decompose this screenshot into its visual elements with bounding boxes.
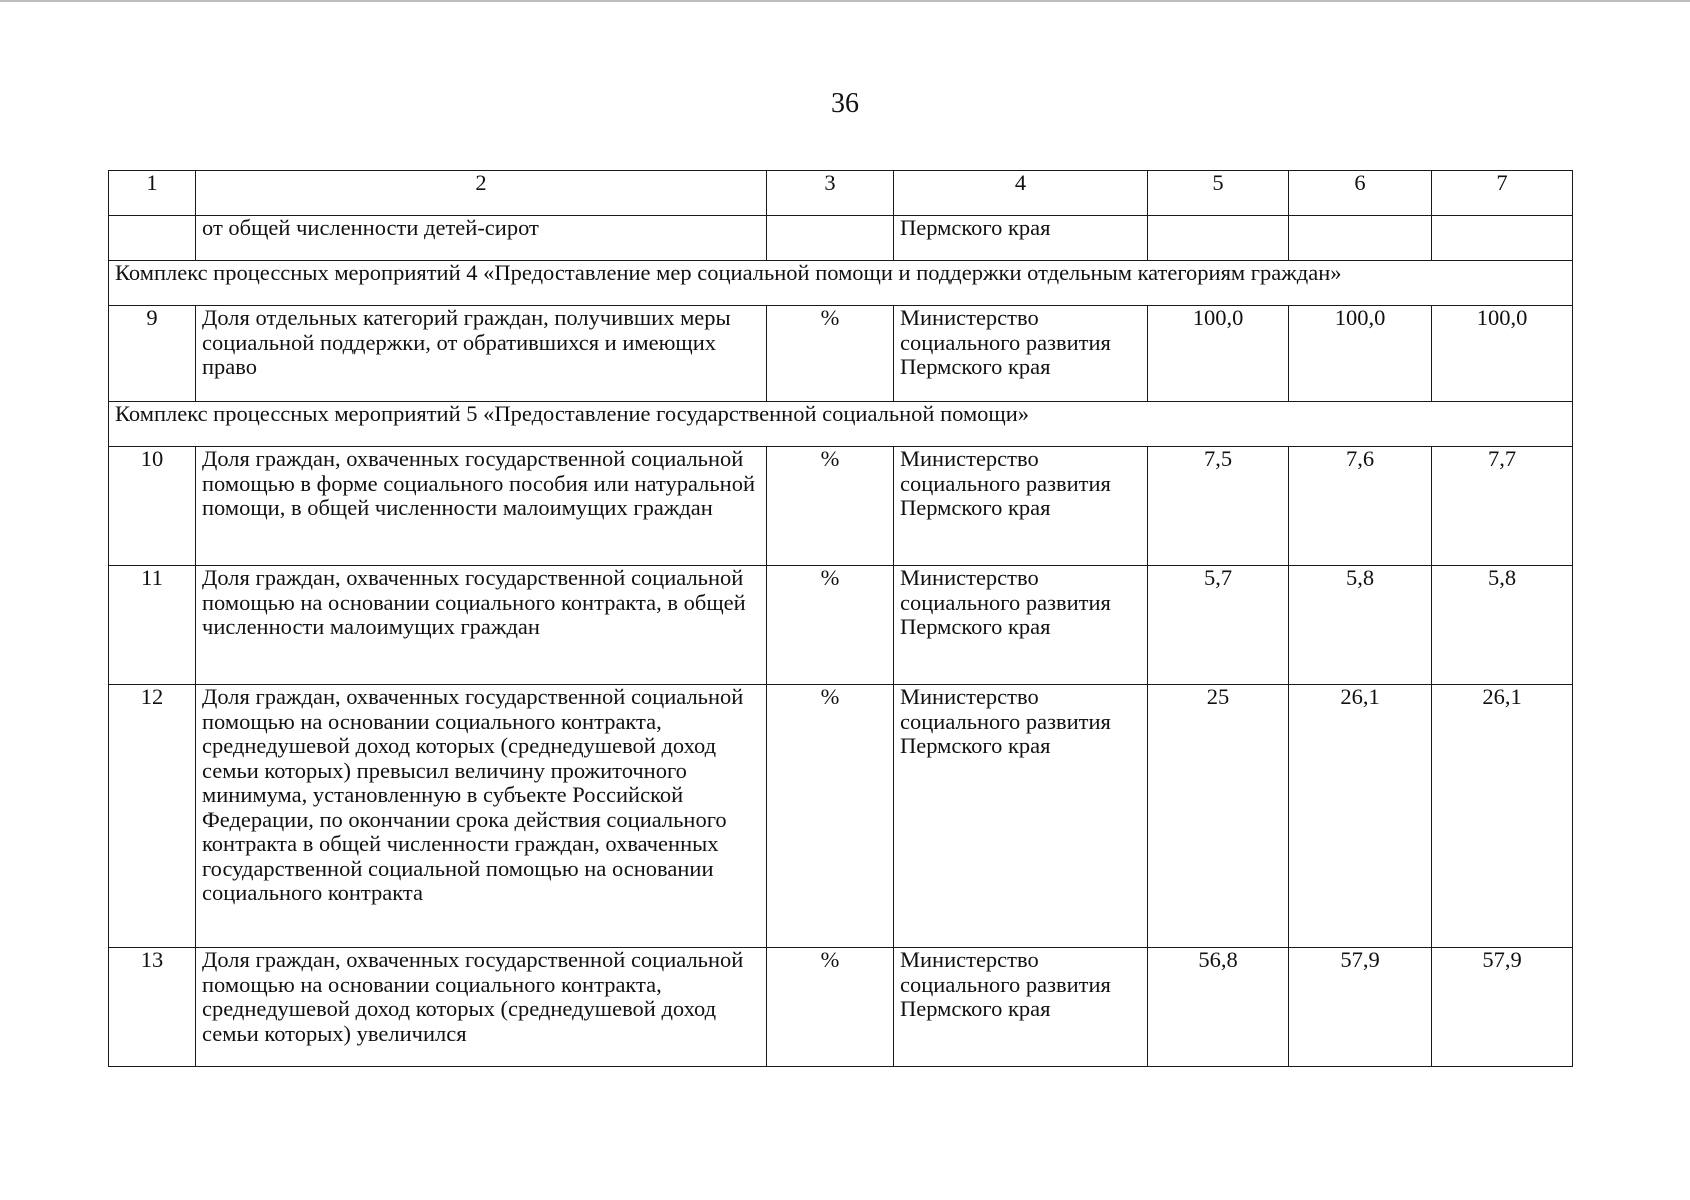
column-number: 4	[894, 171, 1148, 216]
row-number: 9	[109, 306, 196, 402]
value-col6: 100,0	[1289, 306, 1432, 402]
responsible-org: Пермского края	[894, 216, 1148, 261]
indicator-name: Доля граждан, охваченных государственной социальной помощью на основании социального контракта, среднедушевой доход которых (среднедушевой доход семьи которых) превысил величину прожиточного минимума, установленную в субъекте Российской Федерации, по окончании срока действия социального контракта в общей численности граждан, охваченных государственной социальной помощью на основании социального контракта	[196, 685, 767, 948]
scan-edge	[0, 0, 1690, 2]
empty-cell	[1148, 216, 1289, 261]
value-col6: 7,6	[1289, 447, 1432, 566]
unit: %	[767, 447, 894, 566]
value-col5: 7,5	[1148, 447, 1289, 566]
unit: %	[767, 948, 894, 1067]
value-col5: 100,0	[1148, 306, 1289, 402]
column-number: 2	[196, 171, 767, 216]
unit: %	[767, 685, 894, 948]
responsible-org: Министерство социального развития Пермского края	[894, 685, 1148, 948]
column-number-row	[109, 171, 1573, 216]
value-col6: 5,8	[1289, 566, 1432, 685]
table-row	[109, 566, 1573, 685]
value-col6: 57,9	[1289, 948, 1432, 1067]
responsible-org: Министерство социального развития Пермского края	[894, 447, 1148, 566]
value-col5: 25	[1148, 685, 1289, 948]
unit: %	[767, 566, 894, 685]
responsible-org: Министерство социального развития Пермского края	[894, 948, 1148, 1067]
column-number: 7	[1432, 171, 1573, 216]
table-row	[109, 447, 1573, 566]
value-col5: 5,7	[1148, 566, 1289, 685]
value-col5: 56,8	[1148, 948, 1289, 1067]
value-col7: 7,7	[1432, 447, 1573, 566]
table-row	[109, 948, 1573, 1067]
table-row	[109, 306, 1573, 402]
row-number: 13	[109, 948, 196, 1067]
section-title: Комплекс процессных мероприятий 4 «Предоставление мер социальной помощи и поддержки отдельным категориям граждан»	[109, 261, 1573, 306]
indicator-name: от общей численности детей-сирот	[196, 216, 767, 261]
empty-cell	[1432, 216, 1573, 261]
column-number: 1	[109, 171, 196, 216]
indicator-name: Доля отдельных категорий граждан, получивших меры социальной поддержки, от обратившихся и имеющих право	[196, 306, 767, 402]
value-col7: 5,8	[1432, 566, 1573, 685]
section-title: Комплекс процессных мероприятий 5 «Предоставление государственной социальной помощи»	[109, 402, 1573, 447]
indicators-table	[108, 170, 1573, 1067]
responsible-org: Министерство социального развития Пермского края	[894, 306, 1148, 402]
section-row	[109, 402, 1573, 447]
value-col7: 26,1	[1432, 685, 1573, 948]
table-row	[109, 685, 1573, 948]
column-number: 6	[1289, 171, 1432, 216]
value-col7: 100,0	[1432, 306, 1573, 402]
empty-cell	[767, 216, 894, 261]
column-number: 3	[767, 171, 894, 216]
page-number: 36	[831, 88, 859, 119]
row-number: 11	[109, 566, 196, 685]
unit: %	[767, 306, 894, 402]
row-number: 12	[109, 685, 196, 948]
empty-cell	[1289, 216, 1432, 261]
section-row	[109, 261, 1573, 306]
responsible-org: Министерство социального развития Пермского края	[894, 566, 1148, 685]
indicator-name: Доля граждан, охваченных государственной социальной помощью в форме социального пособия или натуральной помощи, в общей численности малоимущих граждан	[196, 447, 767, 566]
row-number: 10	[109, 447, 196, 566]
indicator-name: Доля граждан, охваченных государственной социальной помощью на основании социального контракта, в общей численности малоимущих граждан	[196, 566, 767, 685]
indicator-name: Доля граждан, охваченных государственной социальной помощью на основании социального контракта, среднедушевой доход которых (среднедушевой доход семьи которых) увеличился	[196, 948, 767, 1067]
empty-cell	[109, 216, 196, 261]
value-col7: 57,9	[1432, 948, 1573, 1067]
value-col6: 26,1	[1289, 685, 1432, 948]
column-number: 5	[1148, 171, 1289, 216]
continuation-row	[109, 216, 1573, 261]
